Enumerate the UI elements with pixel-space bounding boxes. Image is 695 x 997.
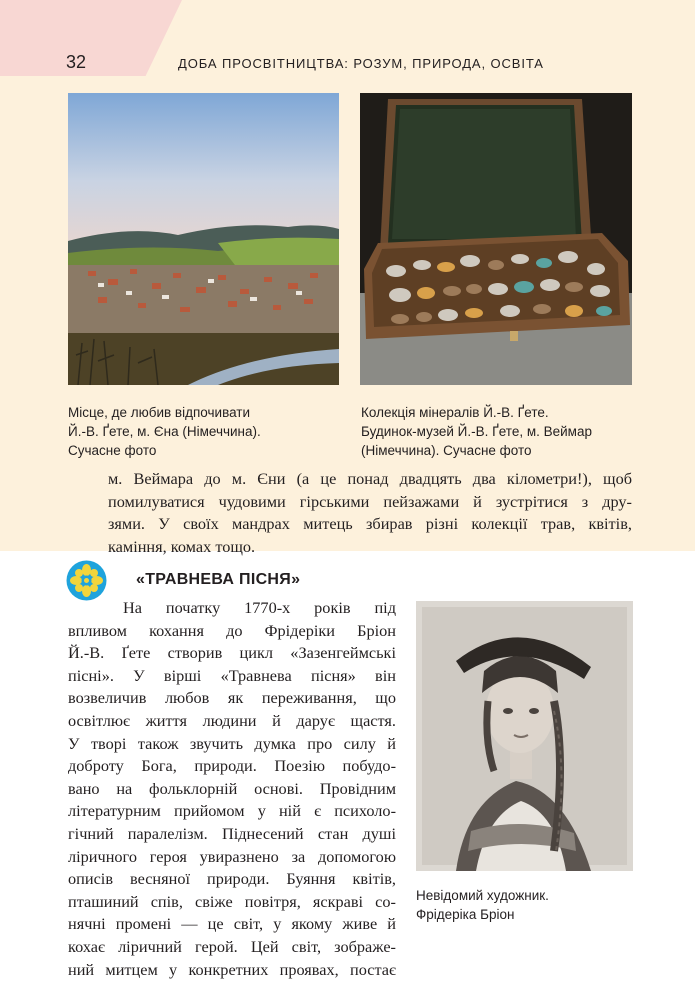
caption-portrait [416, 886, 549, 924]
text-line: У творі також звучить думка про силу й [68, 733, 396, 753]
text-line: кохає ліричний герой. Цей світ, зображе- [68, 936, 396, 956]
flower-emblem-icon [66, 560, 107, 601]
paragraph-may-song [68, 597, 396, 981]
caption-line: Сучасне фото [68, 443, 157, 458]
section-title: «ТРАВНЕВА ПІСНЯ» [136, 571, 301, 588]
running-header: ДОБА ПРОСВІТНИЦТВА: РОЗУМ, ПРИРОДА, ОСВІТА [178, 56, 544, 71]
text-line: помилуватися чудовими гірськими пейзажами й зустрітися з дру- [108, 491, 632, 511]
text-line: возвеличив любов як переживання, що [68, 688, 396, 708]
text-line: Й.-В. Ґете створив цикл «Зазенгеймські [68, 643, 396, 663]
text-line: На початку 1770-х років під [123, 598, 396, 617]
photo-jena-landscape [68, 93, 339, 385]
caption-line: Невідомий художник. [416, 888, 549, 903]
text-line: вано на фольклорній основі. Провідним [68, 778, 396, 798]
text-line: літературним прийомом у ній є психоло- [68, 801, 396, 821]
photo-mineral-collection [360, 93, 632, 385]
text-line: ний митцем у конкретних проявах, постає [68, 959, 396, 979]
text-line: гічний паралелізм. Піднесений стан душі [68, 823, 396, 843]
caption-line: Колекція мінералів Й.-В. Ґете. [361, 405, 549, 420]
caption-line: (Німеччина). Сучасне фото [361, 443, 532, 458]
text-line: описів весняної природи. Буяння квітів, [68, 869, 396, 889]
text-line: освітлює життя людини й дарує щастя. [68, 710, 396, 730]
caption-line: Будинок-музей Й.-В. Ґете, м. Веймар [361, 424, 592, 439]
portrait-friederike-brion [416, 601, 633, 871]
text-line: каміння, комах тощо. [108, 536, 256, 556]
caption-line: Й.-В. Ґете, м. Єна (Німеччина). [68, 424, 261, 439]
text-line: зями. У своїх мандрах митець збирав різні колекції трав, квітів, [108, 514, 632, 534]
text-line: пташиний спів, свіже повітря, яскраві со- [68, 891, 396, 911]
text-line: пісні». У вірші «Травнева пісня» він [68, 665, 396, 685]
page-number: 32 [66, 52, 87, 72]
text-line: м. Веймара до м. Єни (а це понад двадцять два кілометри!), щоб [108, 469, 632, 488]
text-line: доброту Бога, природи. Поезію побудо- [68, 756, 396, 776]
text-line: ліричного героя увиразнено за допомогою [68, 846, 396, 866]
paragraph-travels [108, 468, 632, 558]
caption-mineral-collection [361, 403, 592, 460]
caption-line: Місце, де любив відпочивати [68, 405, 251, 420]
caption-line: Фрідеріка Бріон [416, 907, 515, 922]
text-line: нячні промені — це світ, у якому живе й [68, 914, 396, 934]
caption-jena-landscape [68, 403, 261, 460]
text-line: впливом кохання до Фрідеріки Бріон [68, 620, 396, 640]
